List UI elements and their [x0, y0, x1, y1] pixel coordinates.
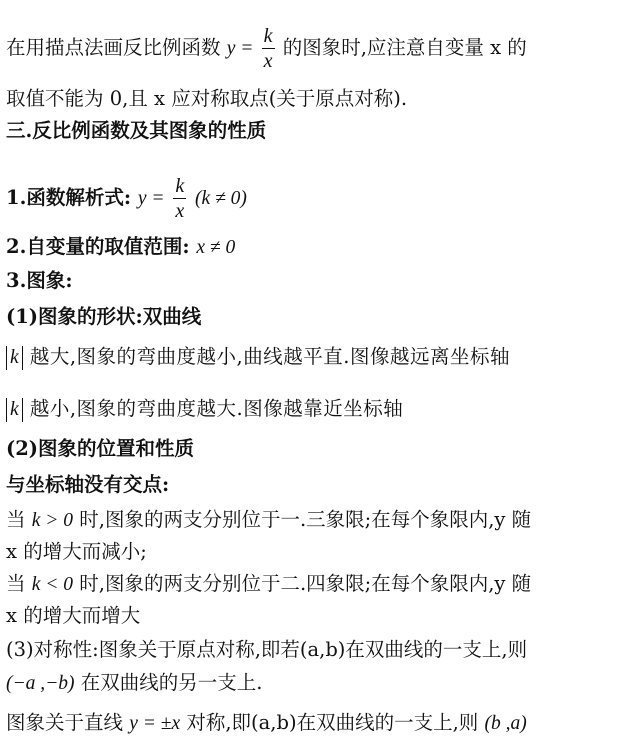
line-4 — [6, 176, 247, 221]
line-9 — [6, 396, 403, 422]
line-11: 与坐标轴没有交点: — [6, 473, 170, 496]
label: 2.自变量的取值范围: — [6, 235, 190, 258]
line-2: 取值不能为 0,且 x 应对称取点(关于原点对称). — [6, 87, 408, 110]
line-8 — [6, 344, 510, 370]
text: 在用描点法画反比例函数 — [6, 36, 221, 59]
condition: x ≠ 0 — [196, 237, 236, 258]
fraction-bar — [173, 198, 186, 199]
text: 当 — [6, 508, 26, 531]
numerator: k — [175, 175, 185, 197]
section-heading: 三.反比例函数及其图象的性质 — [6, 119, 267, 142]
text: 当 — [6, 572, 26, 595]
point: (b ,a) — [484, 713, 527, 734]
abs-k: k — [6, 398, 23, 422]
formula: y = ±x — [129, 713, 181, 734]
line-12 — [6, 507, 531, 534]
condition: k > 0 — [31, 510, 74, 531]
line-17 — [6, 670, 262, 697]
condition: k < 0 — [31, 574, 74, 595]
line-16: (3)对称性:图象关于原点对称,即若(a,b)在双曲线的一支上,则 — [6, 638, 528, 661]
condition: (k ≠ 0) — [195, 188, 247, 209]
fraction-bar — [262, 48, 275, 49]
line-7: (1)图象的形状:双曲线 — [6, 305, 202, 328]
line-5 — [6, 234, 235, 261]
text: 越小,图象的弯曲度越大.图像越靠近坐标轴 — [29, 397, 404, 420]
line-15: x 的增大而增大 — [6, 604, 141, 627]
formula-y: y = — [137, 188, 165, 209]
line-6: 3.图象: — [6, 269, 73, 292]
fraction-k-over-x — [262, 26, 275, 71]
text: 越大,图象的弯曲度越小,曲线越平直.图像越远离坐标轴 — [29, 345, 510, 368]
denominator: x — [175, 200, 185, 222]
fraction-k-over-x — [173, 176, 186, 221]
abs-k: k — [6, 346, 23, 370]
point: (−a ,−b) — [6, 673, 75, 694]
text: 时,图象的两支分别位于二.四象限;在每个象限内,y 随 — [79, 572, 532, 595]
numerator: k — [263, 25, 273, 47]
denominator: x — [263, 50, 273, 72]
line-14 — [6, 571, 531, 598]
text: 时,图象的两支分别位于一.三象限;在每个象限内,y 随 — [79, 508, 532, 531]
text: 在双曲线的另一支上. — [80, 671, 263, 694]
label: 1.函数解析式: — [6, 186, 132, 209]
line-1 — [6, 26, 527, 71]
text: 对称,即(a,b)在双曲线的一支上,则 — [186, 711, 479, 734]
line-13: x 的增大而减小; — [6, 540, 147, 563]
line-18 — [6, 710, 527, 737]
line-10: (2)图象的位置和性质 — [6, 437, 195, 460]
text: 的图象时,应注意自变量 x 的 — [282, 36, 527, 59]
formula-y: y = — [226, 38, 254, 59]
text: 图象关于直线 — [6, 711, 124, 734]
